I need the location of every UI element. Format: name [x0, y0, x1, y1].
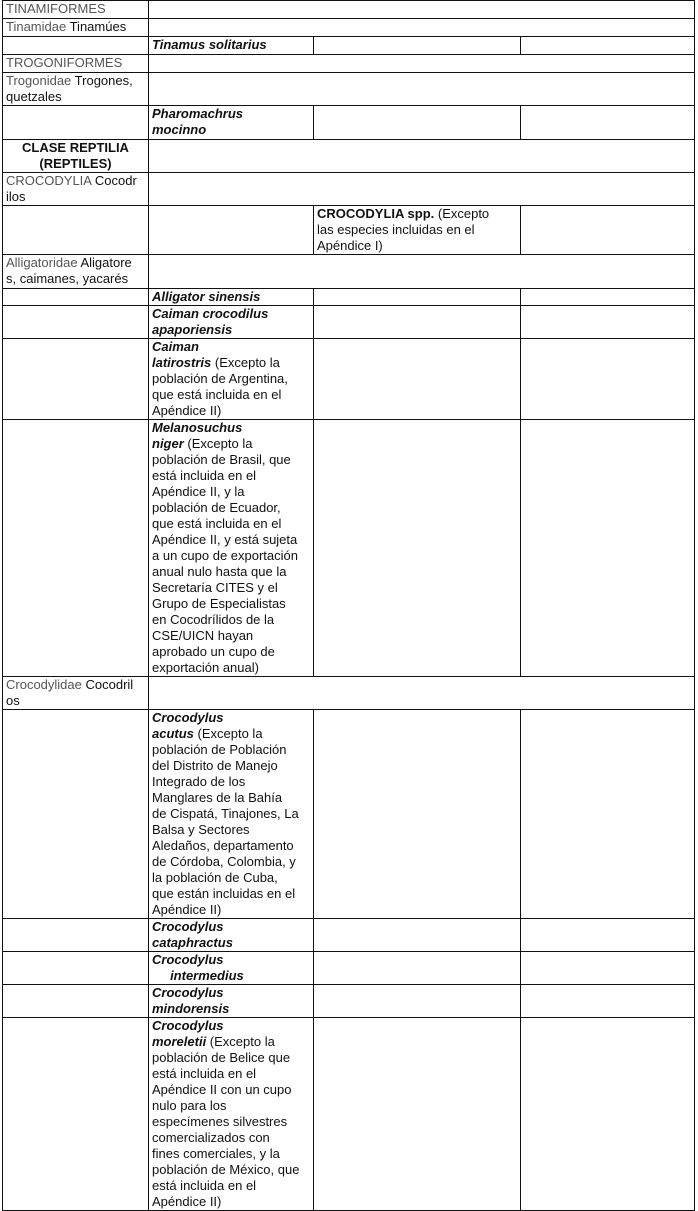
taxon-cell [3, 55, 149, 73]
species-cell [149, 306, 314, 339]
taxon-cell [3, 255, 149, 289]
empty-cell [521, 985, 695, 1018]
empty-cell [149, 140, 695, 173]
species-name: Alligator sinensis [152, 289, 261, 304]
common-name: Aligatore s, caimanes, yacarés [6, 255, 132, 286]
table-row [3, 339, 695, 420]
species-name: Pharomachrus mocinno [152, 106, 244, 137]
table-row [3, 919, 695, 952]
species-note: (Excepto la población de Argentina, que está incluida en el Apéndice II) [152, 355, 288, 418]
taxon-name: CROCODYLIA [6, 173, 92, 188]
taxon-name: Alligatoridae [6, 255, 78, 270]
empty-cell [314, 710, 521, 919]
empty-cell [3, 710, 149, 919]
species-name: Melanosuchus niger [152, 420, 243, 451]
table-row [3, 677, 695, 710]
common-name: Trogones, quetzales [6, 73, 133, 104]
empty-cell [521, 710, 695, 919]
species-name: Caiman crocodilus apaporiensis [152, 306, 269, 337]
empty-cell [521, 339, 695, 420]
species-note: (Excepto la población de Brasil, que está incluida en el Apéndice II, y la población de Ecuador, que está incluida en el Apéndice II, y está sujeta a un cupo de exportación anual nulo hasta que la Secretaría CITES y el Grupo de Especialistas en Cocodrílidos de la CSE/UICN hayan aprobado un cupo de exportación anual) [152, 436, 298, 675]
cites-appendix-table [2, 0, 695, 1211]
empty-cell [3, 919, 149, 952]
empty-cell [521, 919, 695, 952]
taxon-cell [3, 19, 149, 37]
empty-cell [3, 37, 149, 55]
empty-cell [314, 289, 521, 306]
species-cell [149, 710, 314, 919]
table-row [3, 420, 695, 677]
species-name: Crocodylus cataphractus [152, 919, 233, 950]
empty-cell [3, 339, 149, 420]
empty-cell [149, 55, 695, 73]
table-row [3, 1018, 695, 1211]
empty-cell [314, 985, 521, 1018]
empty-cell [521, 1018, 695, 1211]
species-note: (Excepto las especies incluidas en el Apéndice I) [317, 206, 490, 253]
empty-cell [3, 985, 149, 1018]
taxon-name: TINAMIFORMES [6, 1, 106, 16]
species-name: Crocodylus mindorensis [152, 985, 230, 1016]
empty-cell [521, 37, 695, 55]
taxon-name: Trogonidae [6, 73, 72, 88]
species-name: Crocodylus acutus [152, 710, 224, 741]
empty-cell [521, 952, 695, 985]
empty-cell [3, 420, 149, 677]
empty-cell [3, 106, 149, 140]
empty-cell [521, 106, 695, 140]
species-note: (Excepto la población de Belice que está incluida en el Apéndice II con un cupo nulo para los especímenes silvestres comercializados con fines comerciales, y la población de México, que está incluida en el Apéndice II) [152, 1034, 300, 1209]
taxon-cell [3, 677, 149, 710]
table-row [3, 710, 695, 919]
empty-cell [149, 173, 695, 206]
empty-cell [149, 255, 695, 289]
species-cell [314, 206, 521, 255]
species-name: Tinamus solitarius [152, 37, 267, 52]
empty-cell [314, 420, 521, 677]
empty-cell [3, 1018, 149, 1211]
empty-cell [314, 37, 521, 55]
empty-cell [149, 677, 695, 710]
empty-cell [314, 339, 521, 420]
empty-cell [314, 952, 521, 985]
table-row [3, 173, 695, 206]
species-cell [149, 289, 314, 306]
empty-cell [3, 206, 149, 255]
empty-cell [3, 306, 149, 339]
empty-cell [314, 919, 521, 952]
species-cell [149, 420, 314, 677]
empty-cell [521, 420, 695, 677]
empty-cell [149, 206, 314, 255]
table-row [3, 985, 695, 1018]
common-name: Cocodril os [6, 677, 134, 708]
empty-cell [521, 289, 695, 306]
table-row [3, 255, 695, 289]
table-row [3, 106, 695, 140]
species-cell [149, 1018, 314, 1211]
empty-cell [314, 306, 521, 339]
taxon-name: Crocodylidae [6, 677, 82, 692]
common-name: Tinamúes [66, 19, 127, 34]
taxon-cell [3, 73, 149, 106]
table-row [3, 206, 695, 255]
class-heading: CLASE REPTILIA (REPTILES) [3, 140, 149, 173]
table-row [3, 952, 695, 985]
species-note: (Excepto la población de Población del Distrito de Manejo Integrado de los Manglares de la Bahía de Cispatá, Tinajones, La Balsa y Sectores Aledaños, departamento de Córdoba, Colombia, y la población de Cuba, que están incluidas en el Apéndice II) [152, 726, 299, 917]
table-row [3, 1, 695, 19]
species-name: Caiman latirostris [152, 339, 212, 370]
empty-cell [149, 73, 695, 106]
species-name: Crocodylus intermedius [152, 952, 244, 983]
taxon-name: TROGONIFORMES [6, 55, 123, 70]
empty-cell [521, 206, 695, 255]
species-cell [149, 339, 314, 420]
species-name: CROCODYLIA spp. [317, 206, 435, 221]
empty-cell [521, 306, 695, 339]
taxon-cell [3, 173, 149, 206]
empty-cell [149, 19, 695, 37]
empty-cell [3, 952, 149, 985]
species-cell [149, 919, 314, 952]
table-row [3, 19, 695, 37]
common-name: Cocodr ilos [6, 173, 137, 204]
table-row [3, 140, 695, 173]
empty-cell [3, 289, 149, 306]
table-row [3, 55, 695, 73]
empty-cell [314, 1018, 521, 1211]
taxon-cell [3, 1, 149, 19]
table-row [3, 289, 695, 306]
species-cell [149, 952, 314, 985]
species-cell [149, 37, 314, 55]
taxon-name: Tinamidae [6, 19, 67, 34]
species-cell [149, 106, 314, 140]
table-row [3, 37, 695, 55]
table-row [3, 73, 695, 106]
empty-cell [149, 1, 695, 19]
species-name: Crocodylus moreletii [152, 1018, 224, 1049]
species-cell [149, 985, 314, 1018]
empty-cell [314, 106, 521, 140]
table-row [3, 306, 695, 339]
